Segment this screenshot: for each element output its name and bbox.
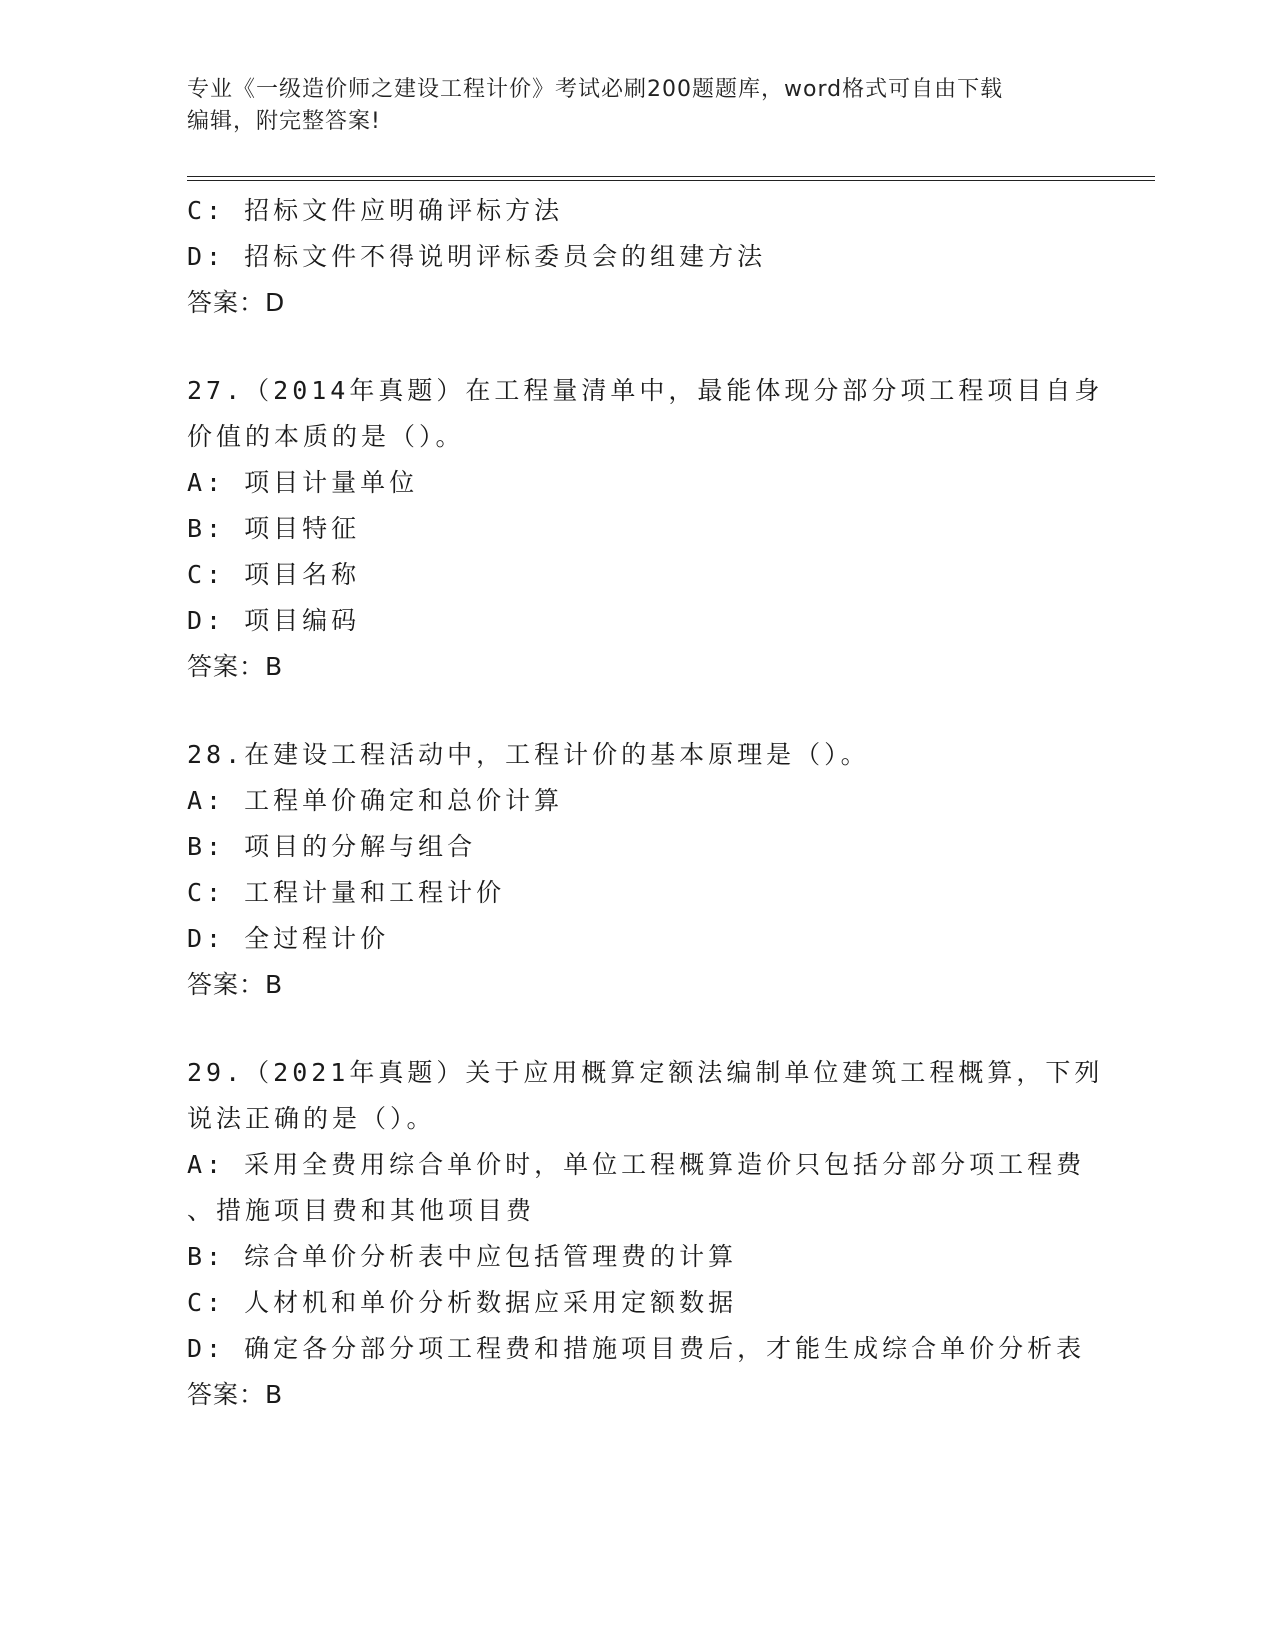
option-d: D: 项目编码 [187, 606, 361, 635]
answer: 答案：B [187, 652, 284, 681]
question-28 [187, 732, 1087, 1008]
question-stem-line: 价值的本质的是（）。 [187, 422, 465, 451]
spacer [187, 1008, 1087, 1050]
option-d: D: 招标文件不得说明评标委员会的组建方法 [187, 242, 767, 271]
option-c: C: 工程计量和工程计价 [187, 878, 506, 907]
question-stem-line: 29.（2021年真题）关于应用概算定额法编制单位建筑工程概算，下列 [187, 1058, 1104, 1087]
question-27 [187, 368, 1104, 690]
page-header [187, 74, 1067, 138]
option-d: D: 全过程计价 [187, 924, 390, 953]
answer: 答案：D [187, 288, 286, 317]
option-b: B: 项目特征 [187, 514, 361, 543]
option-a: A: 项目计量单位 [187, 468, 419, 497]
option-b: B: 项目的分解与组合 [187, 832, 477, 861]
spacer [187, 326, 1087, 368]
option-c: C: 人材机和单价分析数据应采用定额数据 [187, 1288, 738, 1317]
question-29 [187, 1050, 1104, 1418]
option-a: A: 工程单价确定和总价计算 [187, 786, 564, 815]
header-divider [187, 176, 1155, 181]
option-a-continued: 、措施项目费和其他项目费 [187, 1196, 536, 1225]
option-b: B: 综合单价分析表中应包括管理费的计算 [187, 1242, 738, 1271]
header-line-1: 专业《一级造价师之建设工程计价》考试必刷200题题库，word格式可自由下载 [187, 77, 1004, 102]
question-stem-line: 28.在建设工程活动中，工程计价的基本原理是（）。 [187, 740, 870, 769]
spacer [187, 690, 1087, 732]
option-a: A: 采用全费用综合单价时，单位工程概算造价只包括分部分项工程费 [187, 1150, 1086, 1179]
option-c: C: 招标文件应明确评标方法 [187, 196, 564, 225]
answer: 答案：B [187, 970, 284, 999]
question-stem-line: 说法正确的是（）。 [187, 1104, 436, 1133]
header-line-2: 编辑，附完整答案! [187, 109, 381, 134]
question-26-continuation [187, 188, 1087, 326]
answer: 答案：B [187, 1380, 284, 1409]
document-body [187, 188, 1104, 1418]
option-c: C: 项目名称 [187, 560, 361, 589]
option-d: D: 确定各分部分项工程费和措施项目费后，才能生成综合单价分析表 [187, 1334, 1086, 1363]
question-stem-line: 27.（2014年真题）在工程量清单中，最能体现分部分项工程项目自身 [187, 376, 1104, 405]
